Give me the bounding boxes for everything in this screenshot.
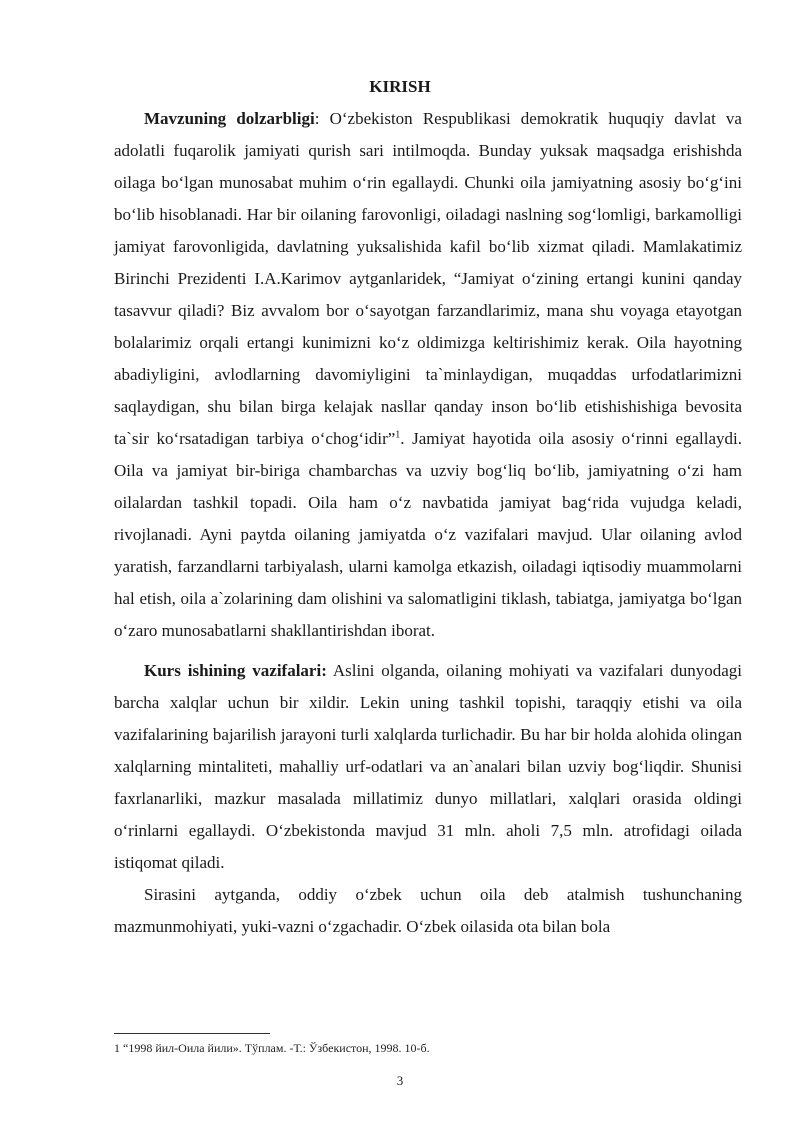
paragraph-text: Sirasini aytganda, oddiy o‘zbek uchun oila deb atalmish tushunchaning mazmunmohiyati, yuki-vazni o‘zgachadir. O‘zbek oilasida ota bilan bola xyxy=(114,885,742,936)
body-text xyxy=(114,103,742,943)
paragraph-tasks xyxy=(114,655,742,879)
lead-separator: : xyxy=(314,109,330,128)
paragraph-text: O‘zbekiston Respublikasi demokratik huquqiy davlat va adolatli fuqarolik jamiyati qurish sari intilmoqda. Bunday yuksak maqsadga erishishda oilaga bo‘lgan munosabat muhim o‘rin egallaydi. Chunki oila jamiyatning asosiy bo‘g‘ini bo‘lib hisoblanadi. Har bir oilaning farovonligi, oiladagi naslning sog‘lomligi, barkamolligi jamiyat farovonligida, davlatning yuksalishida kafil bo‘lib xizmat qiladi. Mamlakatimiz Birinchi Prezidenti I.A.Karimov aytganlaridek, “Jamiyat o‘zining ertangi kunini qanday tasavvur qiladi? Biz avvalom bor o‘sayotgan farzandlarimiz, mana shu voyaga etayotgan bolalarimiz orqali ertangi kunimizni ko‘z oldimizga keltirishimiz kerak. Oila hayotning abadiyligini, avlodlarning davomiyligini ta`minlaydigan, muqaddas urfodatlarimizni saqlaydigan, shu bilan birga kelajak nasllar qanday inson bo‘lib etishishishiga bevosita ta`sir ko‘rsatadigan tarbiya o‘chog‘idir” xyxy=(114,109,742,448)
paragraph-text-continued: . Jamiyat hayotida oila asosiy o‘rinni egallaydi. Oila va jamiyat bir-biriga chambarchas va uzviy bog‘liq bo‘lib, jamiyatning o‘zi ham oilalardan tashkil topadi. Oila ham o‘z navbatida jamiyat bag‘rida vujudga keladi, rivojlanadi. Ayni paytda oilaning jamiyatda o‘z vazifalari mavjud. Ular oilaning avlod yaratish, farzandlarni tarbiyalash, ularni kamolga etkazish, oiladagi iqtisodiy muammolarni hal etish, oila a`zolarining dam olishini va salomatligini tiklash, tabiatga, jamiyatga bo‘lgan o‘zaro munosabatlarni shakllantirishdan iborat. xyxy=(114,429,743,640)
paragraph-text: Aslini olganda, oilaning mohiyati va vazifalari dunyodagi barcha xalqlar uchun bir xildir. Lekin uning tashkil topishi, taraqqiy etishi va oila vazifalarining bajarilish jarayoni turli xalqlarda turlichadir. Bu har bir holda alohida olingan xalqlarning mintaliteti, mahalliy urf-odatlari va an`analari bilan uzviy bog‘liqdir. Shunisi faxrlanarliki, mazkur masalada millatimiz dunyo millatlari, xalqlari orasida oldingi o‘rinlarni egallaydi. O‘zbekistonda mavjud 31 mln. aholi 7,5 mln. atrofidagi oilada istiqomat qiladi. xyxy=(114,661,742,872)
page-number: 3 xyxy=(396,1073,404,1088)
paragraph-lead: Kurs ishining vazifalari: xyxy=(144,661,327,680)
paragraph-relevance xyxy=(114,103,742,647)
footnote: 1 “1998 йил-Оила йили». Тўплам. -Т.: Ўзбекистон, 1998. 10-б. xyxy=(114,1041,430,1055)
footnote-divider xyxy=(114,1033,270,1034)
footnote-reference[interactable]: 1 xyxy=(395,429,401,441)
paragraph-continuation xyxy=(114,879,742,943)
paragraph-lead: Mavzuning dolzarbligi xyxy=(144,109,315,128)
section-title: KIRISH xyxy=(369,77,431,96)
